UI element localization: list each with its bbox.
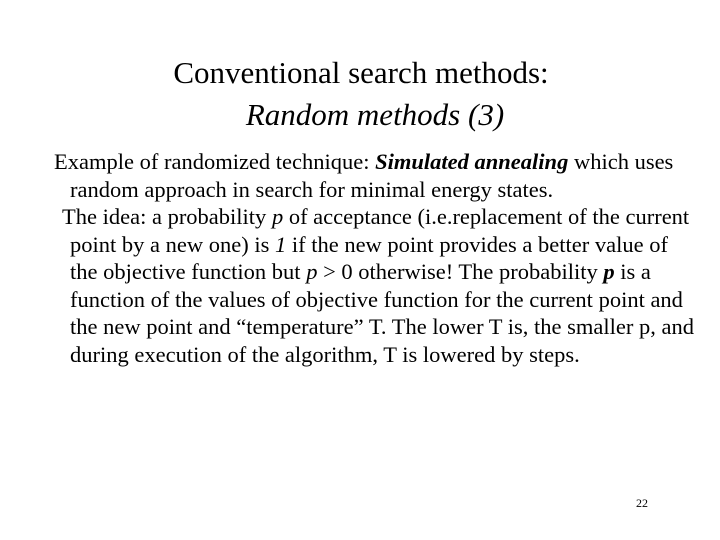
paragraph-idea bbox=[54, 203, 694, 368]
idea-text-4: > 0 otherwise! The probability bbox=[317, 259, 604, 284]
paragraph-example bbox=[54, 148, 694, 203]
title-line-1: Conventional search methods: bbox=[173, 55, 549, 90]
simulated-annealing-term: Simulated annealing bbox=[375, 149, 569, 174]
slide-title bbox=[0, 52, 720, 136]
idea-one: 1 bbox=[274, 231, 287, 257]
idea-p-3: p bbox=[603, 259, 615, 284]
example-rest: which uses random approach in search for minimal energy states. bbox=[70, 149, 674, 202]
idea-text-3: if the new point provides a better value of the objective function but bbox=[70, 231, 668, 284]
idea-text-5: is a function of the values of objective function for the current point and the new point and “temperature” T. The lower T is, the smaller p, and during execution of the algorithm, T is lowered by steps. bbox=[70, 259, 694, 367]
idea-p-1: p bbox=[271, 204, 284, 229]
idea-text-1: The idea: a probability bbox=[62, 204, 272, 229]
slide-body bbox=[54, 148, 694, 368]
idea-p-2: p bbox=[306, 259, 318, 284]
page-number: 22 bbox=[636, 496, 648, 510]
idea-text-2: of acceptance (i.e.replacement of the current point by a new one) is bbox=[70, 204, 690, 257]
example-prefix: Example of randomized technique: bbox=[54, 149, 376, 174]
title-line-2: Random methods (3) bbox=[245, 97, 505, 132]
